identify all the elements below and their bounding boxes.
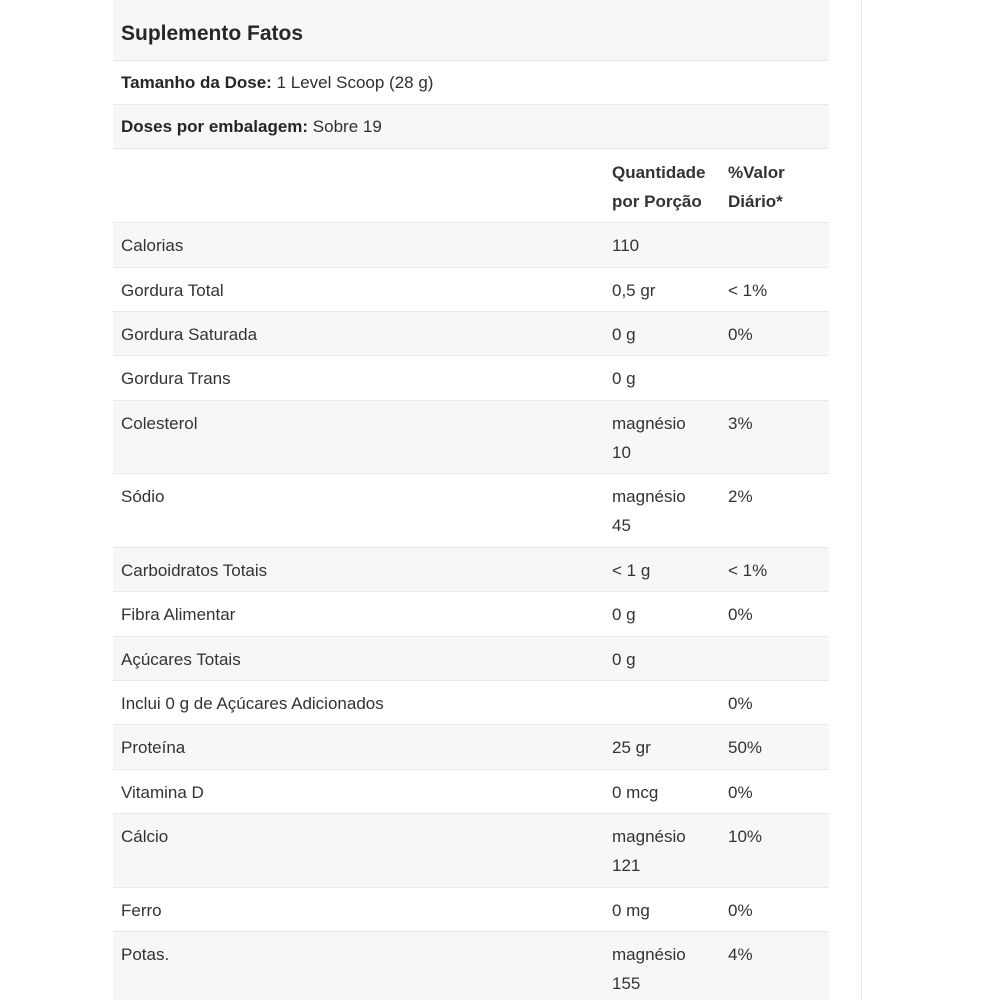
nutrient-amount: 0 g	[612, 605, 636, 624]
nutrient-name: Gordura Trans	[121, 369, 231, 388]
nutrient-amount-value: 155	[612, 974, 641, 993]
nutrient-name: Cálcio	[121, 827, 169, 846]
supplement-facts-table	[113, 0, 829, 1000]
servings-per-container-value: Sobre 19	[312, 117, 382, 136]
nutrient-amount: 0 g	[612, 325, 636, 344]
nutrient-daily-value: 50%	[728, 738, 763, 757]
nutrient-daily-value: 0%	[728, 901, 753, 920]
servings-per-container-label: Doses por embalagem:	[121, 117, 309, 136]
table-row	[113, 814, 829, 888]
nutrient-daily-value: 4%	[728, 945, 753, 964]
nutrient-name: Vitamina D	[121, 783, 204, 802]
serving-size-row	[113, 61, 829, 105]
nutrient-daily-value: 2%	[728, 487, 753, 506]
nutrient-daily-value: < 1%	[728, 281, 768, 300]
nutrient-amount: 25 gr	[612, 738, 651, 757]
nutrient-name: Calorias	[121, 236, 184, 255]
table-row	[113, 268, 829, 312]
table-row	[113, 932, 829, 1000]
nutrient-amount: magnésio	[612, 945, 686, 964]
table-row	[113, 770, 829, 814]
table-title: Suplemento Fatos	[121, 22, 304, 45]
nutrient-amount: magnésio	[612, 414, 686, 433]
nutrient-daily-value: 10%	[728, 827, 763, 846]
table-row	[113, 401, 829, 474]
nutrient-name: Proteína	[121, 738, 186, 757]
serving-size	[121, 73, 433, 93]
servings-per-container-row	[113, 105, 829, 149]
nutrient-name: Inclui 0 g de Açúcares Adicionados	[121, 694, 384, 713]
dv-header-line1: %Valor	[728, 163, 785, 182]
amount-header-line1: Quantidade	[612, 163, 706, 182]
amount-header-line2: por Porção	[612, 192, 702, 211]
table-row	[113, 637, 829, 681]
nutrient-name: Potas.	[121, 945, 170, 964]
table-row	[113, 725, 829, 770]
nutrient-amount: 0,5 gr	[612, 281, 656, 300]
nutrient-daily-value: 3%	[728, 414, 753, 433]
nutrient-amount: 0 mg	[612, 901, 650, 920]
nutrient-name: Açúcares Totais	[121, 650, 241, 669]
nutrient-amount: 0 g	[612, 369, 636, 388]
right-divider	[861, 0, 862, 1000]
nutrient-amount: magnésio	[612, 487, 686, 506]
table-title-row	[113, 0, 829, 61]
table-row	[113, 548, 829, 592]
servings-per-container	[121, 117, 382, 137]
serving-size-label: Tamanho da Dose:	[121, 73, 272, 92]
nutrient-amount: < 1 g	[612, 561, 651, 580]
nutrient-daily-value: < 1%	[728, 561, 768, 580]
dv-header-line2: Diário*	[728, 192, 783, 211]
table-row	[113, 223, 829, 268]
nutrient-amount: 0 g	[612, 650, 636, 669]
table-row	[113, 888, 829, 932]
nutrient-daily-value: 0%	[728, 783, 753, 802]
nutrient-name: Sódio	[121, 487, 165, 506]
nutrient-name: Colesterol	[121, 414, 198, 433]
nutrient-amount: 110	[612, 236, 640, 255]
table-row	[113, 681, 829, 725]
nutrient-amount: magnésio	[612, 827, 686, 846]
nutrient-daily-value: 0%	[728, 325, 753, 344]
nutrient-name: Ferro	[121, 901, 162, 920]
nutrient-name: Gordura Saturada	[121, 325, 258, 344]
nutrient-amount: 0 mcg	[612, 783, 659, 802]
nutrient-daily-value: 0%	[728, 694, 753, 713]
nutrient-daily-value: 0%	[728, 605, 753, 624]
nutrient-name: Carboidratos Totais	[121, 561, 268, 580]
table-row	[113, 356, 829, 401]
serving-size-value: 1 Level Scoop (28 g)	[276, 73, 434, 92]
table-row	[113, 474, 829, 548]
nutrient-name: Gordura Total	[121, 281, 224, 300]
column-header-row	[113, 149, 829, 223]
table-row	[113, 312, 829, 356]
nutrient-amount-value: 45	[612, 516, 631, 535]
nutrient-amount-value: 121	[612, 856, 641, 875]
nutrient-name: Fibra Alimentar	[121, 605, 236, 624]
table-row	[113, 592, 829, 637]
nutrient-amount-value: 10	[612, 443, 631, 462]
